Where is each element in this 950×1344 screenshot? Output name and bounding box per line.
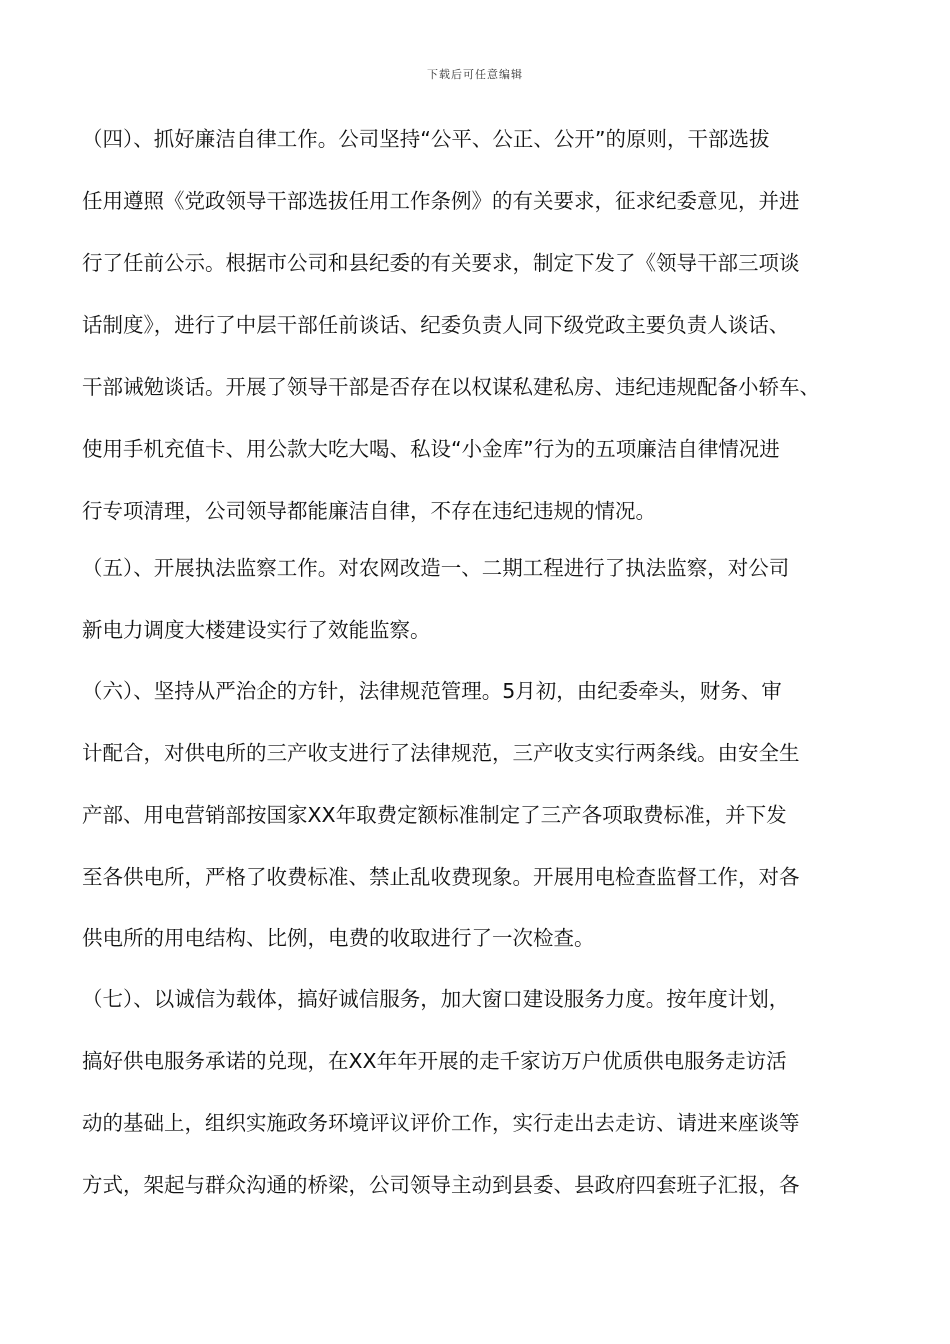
text-line: 行了任前公示。根据市公司和县纪委的有关要求，制定下发了《领导干部三项谈	[82, 251, 800, 275]
text-line: （六）、坚持从严治企的方针，法律规范管理。5月初，由纪委牵头，财务、审	[82, 679, 782, 703]
text-line: 使用手机充值卡、用公款大吃大喝、私设“小金库”行为的五项廉洁自律情况进	[82, 437, 780, 461]
text-line: （四）、抓好廉洁自律工作。公司坚持“公平、公正、公开”的原则，干部选拔	[82, 127, 770, 151]
text-line: （五）、开展执法监察工作。对农网改造一、二期工程进行了执法监察，对公司	[82, 556, 790, 580]
text-line: 动的基础上，组织实施政务环境评议评价工作，实行走出去走访、请进来座谈等	[82, 1111, 800, 1135]
text-line: 产部、用电营销部按国家XX年取费定额标准制定了三产各项取费标准，并下发	[82, 803, 787, 827]
text-line: 计配合，对供电所的三产收支进行了法律规范，三产收支实行两条线。由安全生	[82, 741, 800, 765]
text-line: 新电力调度大楼建设实行了效能监察。	[82, 618, 431, 642]
text-line: 行专项清理，公司领导都能廉洁自律，不存在违纪违规的情况。	[82, 499, 656, 523]
text-line: 至各供电所，严格了收费标准、禁止乱收费现象。开展用电检查监督工作，对各	[82, 865, 800, 889]
text-line: （七）、以诚信为载体，搞好诚信服务，加大窗口建设服务力度。按年度计划，	[82, 987, 790, 1011]
text-line: 方式，架起与群众沟通的桥梁，公司领导主动到县委、县政府四套班子汇报，各	[82, 1173, 800, 1197]
text-line: 搞好供电服务承诺的兑现，在XX年年开展的走千家访万户优质供电服务走访活	[82, 1049, 787, 1073]
page-header: 下载后可任意编辑	[427, 68, 523, 81]
text-line: 话制度》，进行了中层干部任前谈话、纪委负责人同下级党政主要负责人谈话、	[82, 313, 790, 337]
text-line: 供电所的用电结构、比例，电费的收取进行了一次检查。	[82, 926, 595, 950]
text-line: 任用遵照《党政领导干部选拔任用工作条例》的有关要求，征求纪委意见，并进	[82, 189, 800, 213]
text-line: 干部诫勉谈话。开展了领导干部是否存在以权谋私建私房、违纪违规配备小轿车、	[82, 375, 820, 399]
